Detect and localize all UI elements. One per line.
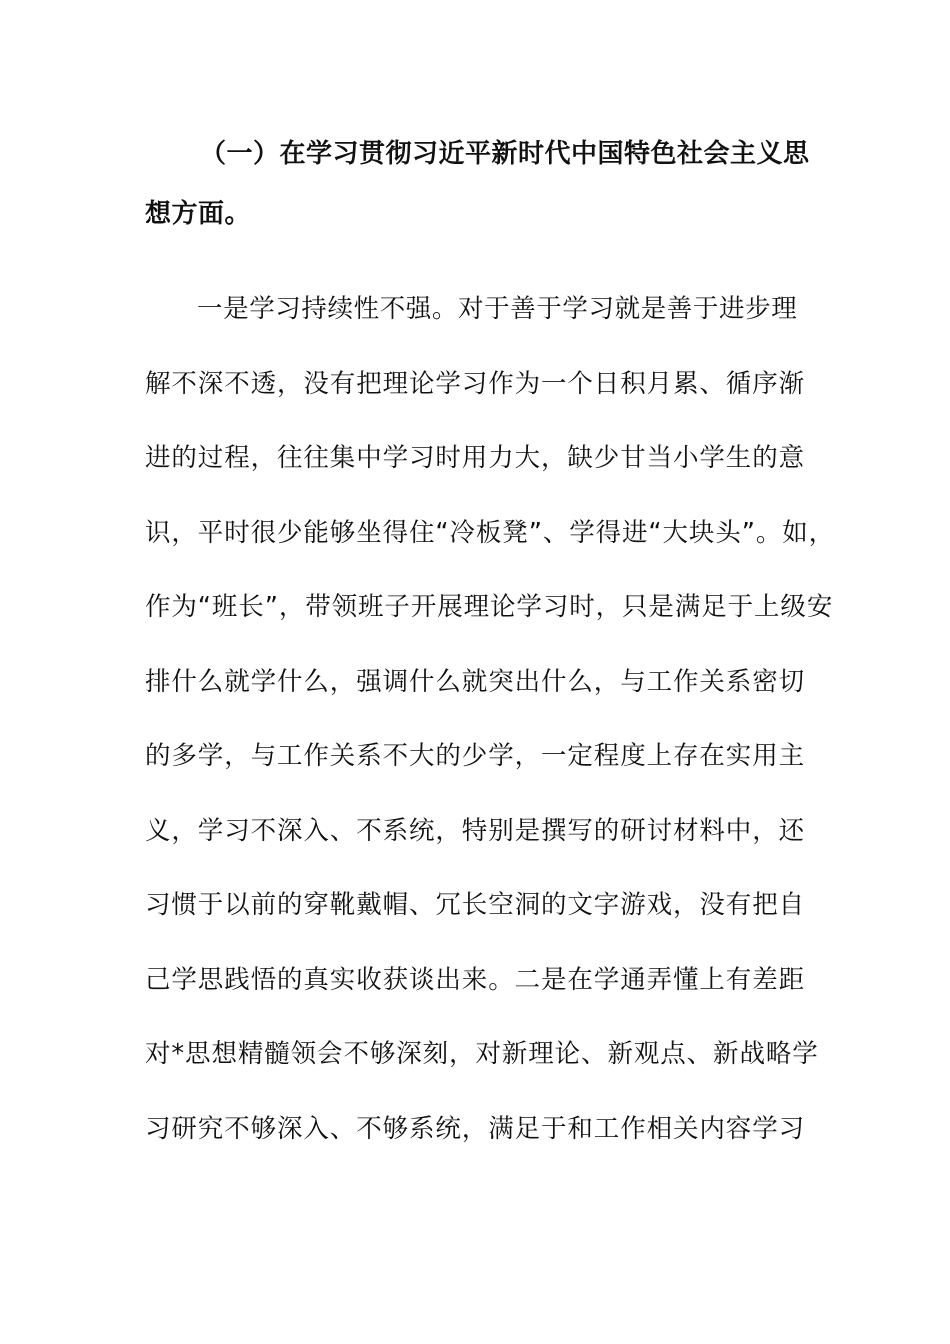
paragraph-line: 的多学，与工作关系不大的少学，一定程度上存在实用主: [145, 741, 806, 771]
body-paragraph: [145, 272, 836, 1166]
heading-line: 想方面。: [145, 199, 252, 229]
paragraph-line: 识，平时很少能够坐得住“冷板凳”、学得进“大块头”。如，: [145, 517, 836, 548]
paragraph-line: 对*思想精髓领会不够深刻，对新理论、新观点、新战略学: [145, 1039, 819, 1069]
section-heading: [145, 124, 810, 244]
paragraph-line: 习惯于以前的穿靴戴帽、冗长空洞的文字游戏，没有把自: [145, 890, 806, 920]
paragraph-line: 解不深不透，没有把理论学习作为一个日积月累、循序渐: [145, 368, 806, 399]
paragraph-line: 一是学习持续性不强。对于善于学习就是善于进步理: [197, 294, 798, 324]
paragraph-line: 义，学习不深入、不系统，特别是撰写的研讨材料中，还: [145, 815, 806, 846]
paragraph-line: 习研究不够深入、不够系统，满足于和工作相关内容学习: [145, 1113, 806, 1144]
heading-line: （一）在学习贯彻习近平新时代中国特色社会主义思: [200, 139, 810, 169]
paragraph-line: 作为“班长”，带领班子开展理论学习时，只是满足于上级安: [145, 592, 834, 622]
paragraph-line: 排什么就学什么，强调什么就突出什么，与工作关系密切: [145, 666, 806, 697]
paragraph-line: 进的过程，往往集中学习时用力大，缺少甘当小学生的意: [145, 443, 806, 473]
paragraph-line: 己学思践悟的真实收获谈出来。二是在学通弄懂上有差距: [145, 964, 806, 995]
